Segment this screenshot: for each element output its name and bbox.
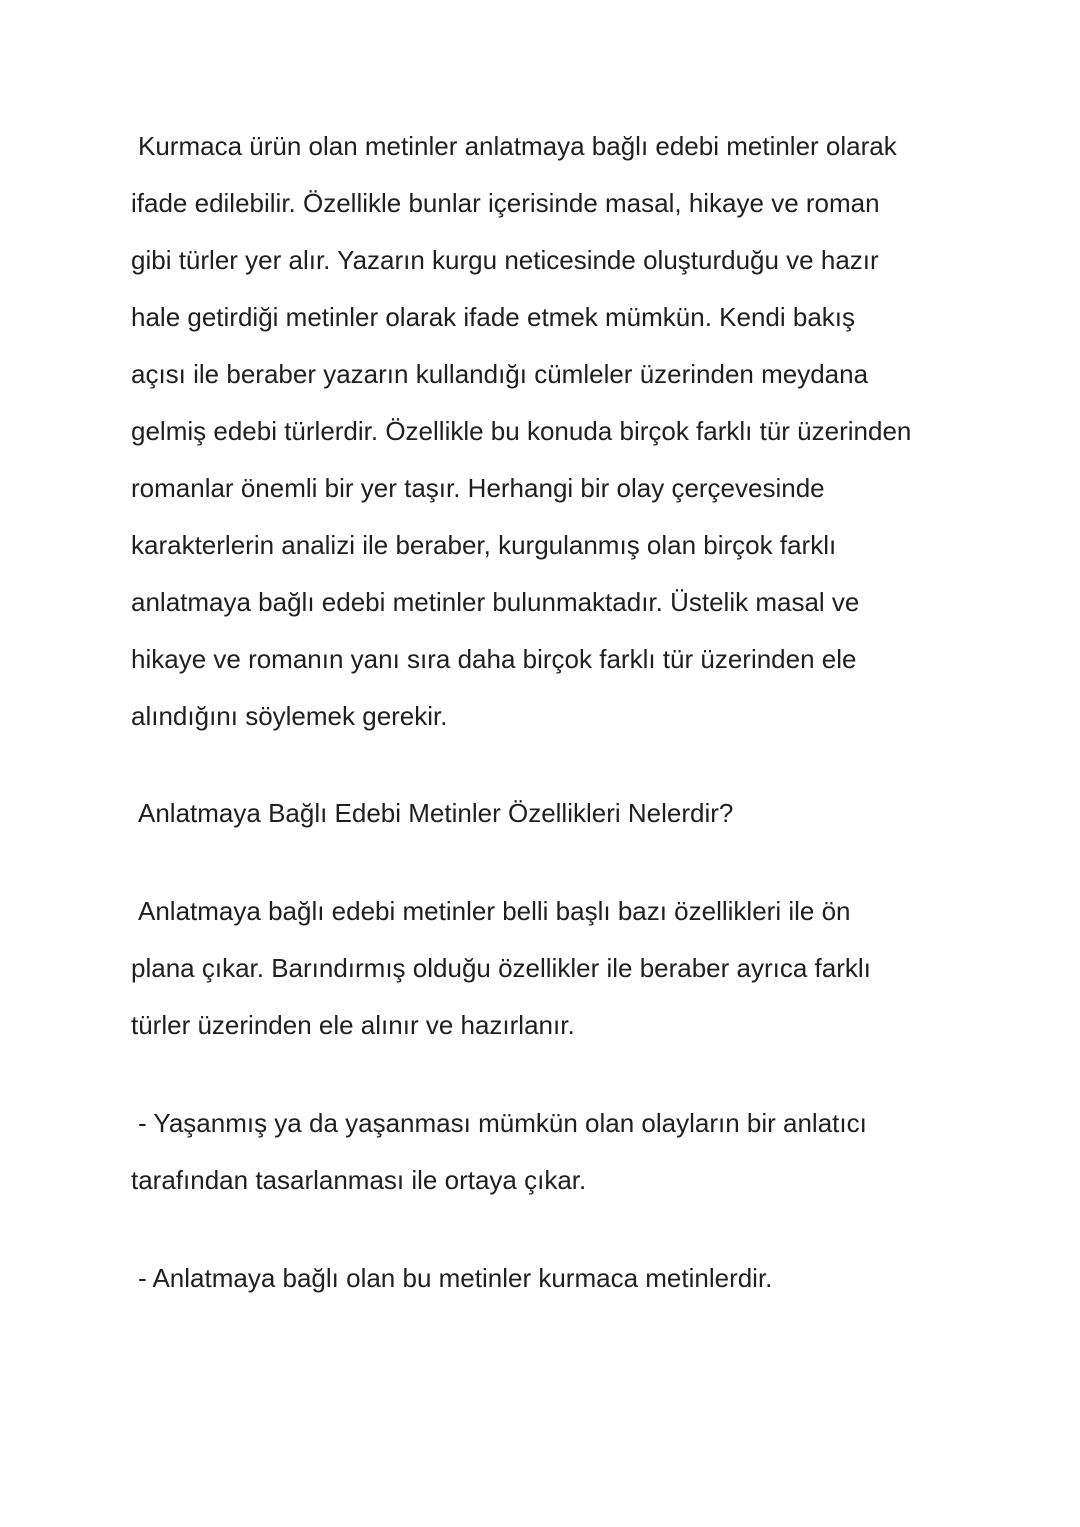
paragraph-line: anlatmaya bağlı edebi metinler bulunmaktadır. Üstelik masal ve — [131, 587, 860, 617]
paragraph-line: plana çıkar. Barındırmış olduğu özellikler ile beraber ayrıca farklı — [131, 953, 871, 983]
paragraph-features — [131, 883, 971, 1054]
list-item — [131, 1250, 971, 1307]
list-item — [131, 1095, 971, 1209]
paragraph-line: Anlatmaya bağlı edebi metinler belli başlı bazı özellikleri ile ön — [138, 896, 851, 926]
paragraph-line: Kurmaca ürün olan metinler anlatmaya bağlı edebi metinler olarak — [138, 131, 897, 161]
list-item-line: - Yaşanmış ya da yaşanması mümkün olan olayların bir anlatıcı — [138, 1108, 867, 1138]
paragraph-line: hikaye ve romanın yanı sıra daha birçok farklı tür üzerinden ele — [131, 644, 857, 674]
paragraph-line: romanlar önemli bir yer taşır. Herhangi bir olay çerçevesinde — [131, 473, 825, 503]
list-item-line: - Anlatmaya bağlı olan bu metinler kurmaca metinlerdir. — [138, 1263, 773, 1293]
paragraph-line: gibi türler yer alır. Yazarın kurgu neticesinde oluşturduğu ve hazır — [131, 245, 879, 275]
paragraph-line: hale getirdiği metinler olarak ifade etmek mümkün. Kendi bakış — [131, 302, 856, 332]
paragraph-line: ifade edilebilir. Özellikle bunlar içerisinde masal, hikaye ve roman — [131, 188, 880, 218]
paragraph-intro — [131, 118, 971, 745]
paragraph-line: açısı ile beraber yazarın kullandığı cümleler üzerinden meydana — [131, 359, 869, 389]
list-item-line: tarafından tasarlanması ile ortaya çıkar. — [131, 1165, 587, 1195]
section-heading — [131, 785, 971, 842]
paragraph-line: alındığını söylemek gerekir. — [131, 701, 448, 731]
paragraph-line: gelmiş edebi türlerdir. Özellikle bu konuda birçok farklı tür üzerinden — [131, 416, 912, 446]
section-heading-text: Anlatmaya Bağlı Edebi Metinler Özellikleri Nelerdir? — [138, 798, 734, 828]
paragraph-line: karakterlerin analizi ile beraber, kurgulanmış olan birçok farklı — [131, 530, 837, 560]
paragraph-line: türler üzerinden ele alınır ve hazırlanır. — [131, 1010, 575, 1040]
